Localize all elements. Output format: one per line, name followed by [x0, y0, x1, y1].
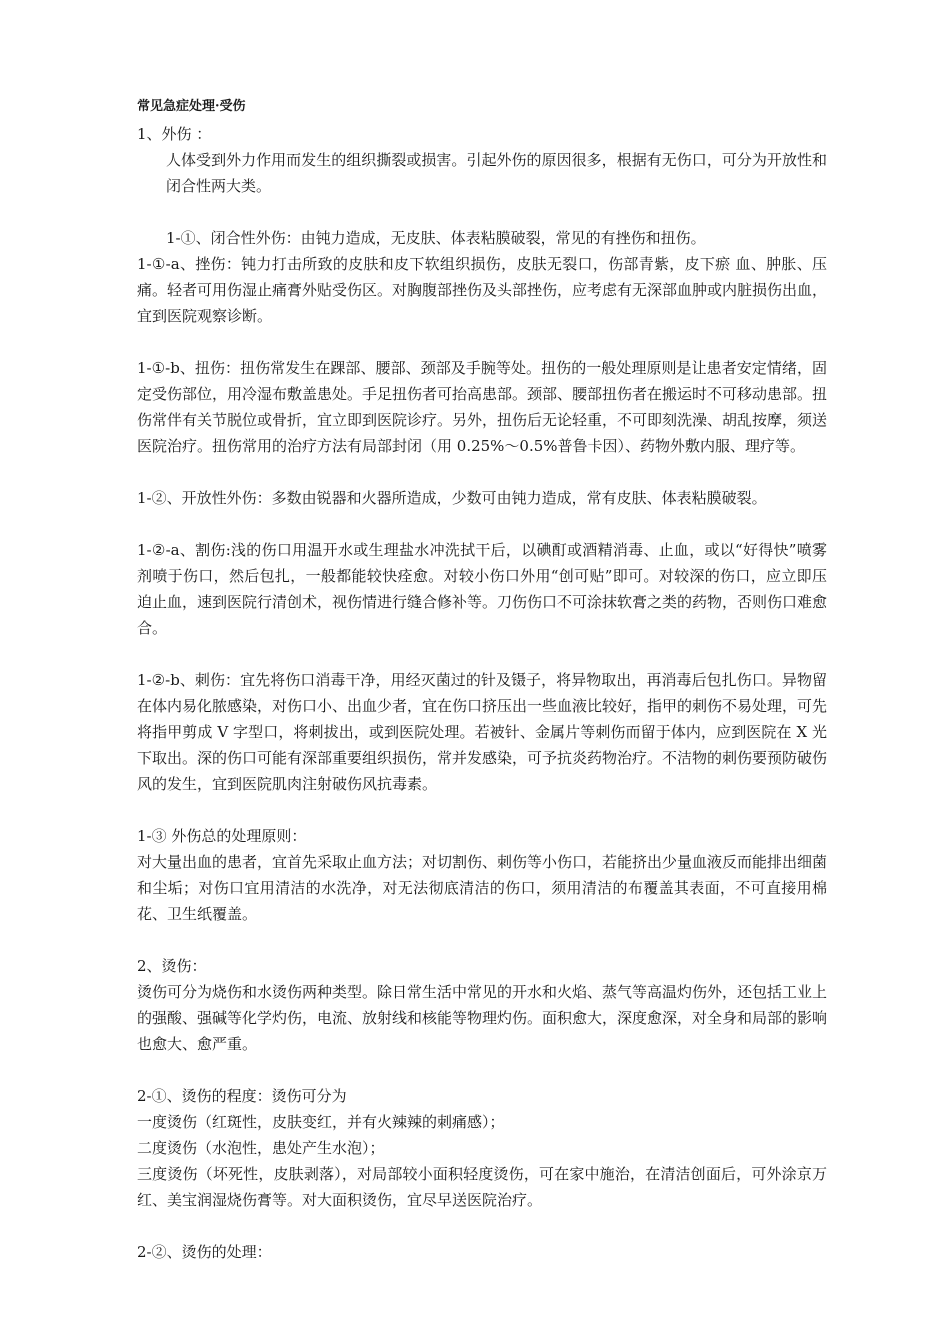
- blank-line: [137, 459, 827, 485]
- document-title: 常见急症处理·受伤: [137, 99, 246, 114]
- paragraph-puncture: 1-②-b、刺伤：宜先将伤口消毒干净，用经灭菌过的针及镊子，将异物取出，再消毒后包扎伤口。异物留在体内易化脓感染，对伤口小、出血少者，宜在伤口挤压出一些血液比较好，指甲的刺伤不易处理，可先将指甲剪成 V 字型口，将刺拔出，或到医院处理。若被针、金属片等刺伤而留于体内，应到医院在 X 光下取出。深的伤口可能有深部重要组织损伤，常并发感染，可予抗炎药物治疗。不洁物的刺伤要预防破伤风的发生，宜到医院肌肉注射破伤风抗毒素。: [137, 671, 828, 793]
- document-body: [137, 121, 827, 1265]
- subheading-burn-treatment: 2-②、烫伤的处理：: [137, 1243, 272, 1261]
- burn-degree-third: 三度烫伤（坏死性，皮肤剥落），对局部较小面积轻度烫伤，可在家中施治，在清洁创面后，可外涂京万红、美宝润湿烧伤膏等。对大面积烫伤，宜尽早送医院治疗。: [137, 1165, 827, 1209]
- blank-line: [137, 797, 827, 823]
- blank-line: [137, 927, 827, 953]
- paragraph-contusion: 1-①-a、挫伤：钝力打击所致的皮肤和皮下软组织损伤，皮肤无裂口，伤部青紫，皮下瘀 血、肿胀、压痛。轻者可用伤湿止痛膏外贴受伤区。对胸腹部挫伤及头部挫伤，应考虑有无深部血肿或内脏损伤出血，宜到医院观察诊断。: [137, 255, 828, 325]
- burn-degree-first: 一度烫伤（红斑性，皮肤变红，并有火辣辣的刺痛感）；: [137, 1113, 505, 1131]
- blank-line: [137, 1057, 827, 1083]
- paragraph-trauma-intro: 人体受到外力作用而发生的组织撕裂或损害。引起外伤的原因很多，根据有无伤口，可分为开放性和闭合性两大类。: [166, 151, 827, 195]
- section-heading-trauma: 1、外伤 ：: [137, 125, 212, 143]
- paragraph-trauma-principles: 对大量出血的患者，宜首先采取止血方法；对切割伤、刺伤等小伤口，若能挤出少量血液反而能排出细菌和尘垢；对伤口宜用清洁的水洗净，对无法彻底清洁的伤口，须用清洁的布覆盖其表面，不可直接用棉花、卫生纸覆盖。: [137, 853, 828, 923]
- paragraph-burn-intro: 烫伤可分为烧伤和水烫伤两种类型。除日常生活中常见的开水和火焰、蒸气等高温灼伤外，还包括工业上的强酸、强碱等化学灼伤，电流、放射线和核能等物理灼伤。面积愈大，深度愈深，对全身和局部的影响也愈大、愈严重。: [137, 983, 828, 1053]
- blank-line: [137, 641, 827, 667]
- blank-line: [137, 1213, 827, 1239]
- section-heading-burn: 2、烫伤：: [137, 957, 207, 975]
- paragraph-sprain: 1-①-b、扭伤：扭伤常发生在踝部、腰部、颈部及手腕等处。扭伤的一般处理原则是让患者安定情绪，固定受伤部位，用冷湿布敷盖患处。手足扭伤者可抬高患部。颈部、腰部扭伤者在搬运时不可移动患部。扭伤常伴有关节脱位或骨折，宜立即到医院诊疗。另外，扭伤后无论轻重，不可即刻洗澡、胡乱按摩，须送医院治疗。扭伤常用的治疗方法有局部封闭（用 0.25%～0.5%普鲁卡因）、药物外敷内服、理疗等。: [137, 359, 828, 455]
- blank-line: [137, 199, 827, 225]
- paragraph-cut: 1-②-a、割伤:浅的伤口用温开水或生理盐水冲洗拭干后，以碘酊或酒精消毒、止血，或以“好得快”喷雾剂喷于伤口，然后包扎，一般都能较快痊愈。对较小伤口外用“创可贴”即可。对较深的伤口，应立即压迫止血，速到医院行清创术，视伤情进行缝合修补等。刀伤伤口不可涂抹软膏之类的药物，否则伤口难愈合。: [137, 541, 828, 637]
- burn-degree-second: 二度烫伤（水泡性，患处产生水泡）；: [137, 1139, 385, 1157]
- subheading-closed-trauma: 1-①、闭合性外伤：由钝力造成，无皮肤、体表粘膜破裂，常见的有挫伤和扭伤。: [166, 229, 706, 247]
- subheading-trauma-principles: 1-③ 外伤总的处理原则：: [137, 827, 307, 845]
- subheading-open-trauma: 1-②、开放性外伤：多数由锐器和火器所造成，少数可由钝力造成，常有皮肤、体表粘膜破裂。: [137, 489, 767, 507]
- subheading-burn-degree: 2-①、烫伤的程度：烫伤可分为: [137, 1087, 347, 1105]
- blank-line: [137, 511, 827, 537]
- blank-line: [137, 329, 827, 355]
